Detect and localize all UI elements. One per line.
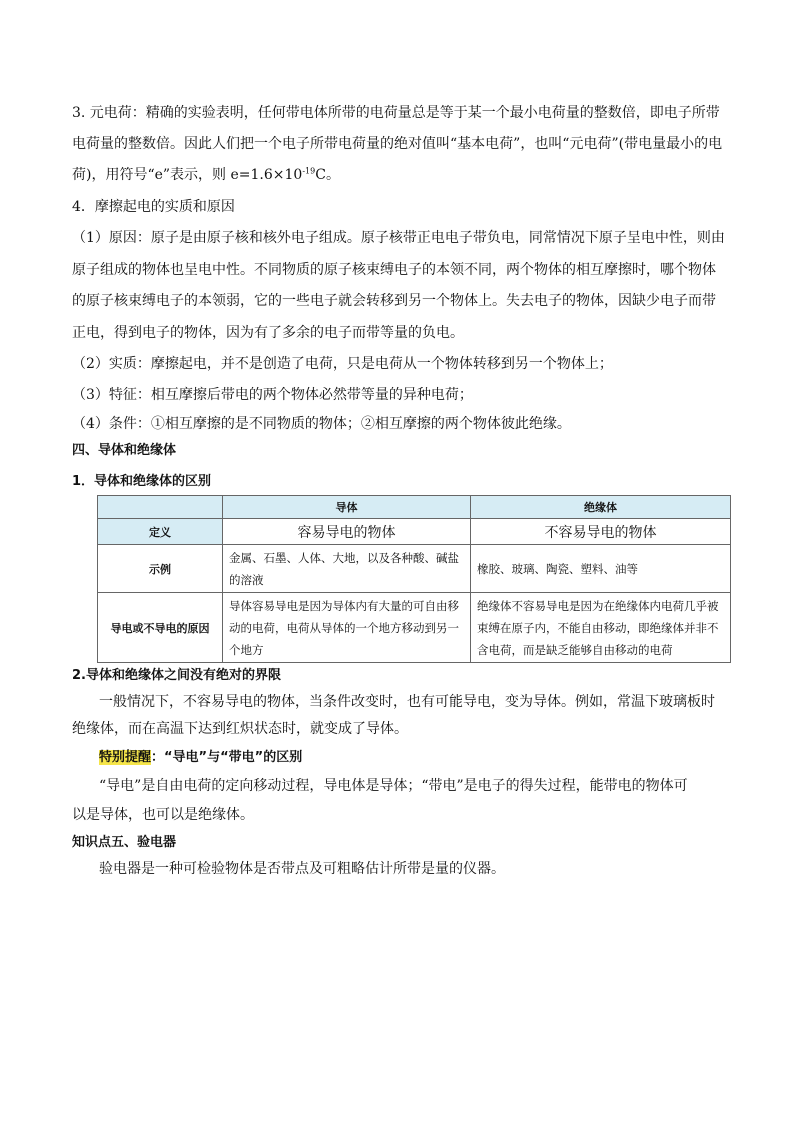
tip-heading xyxy=(99,749,302,767)
cell-insulator-definition: 不容易导电的物体 xyxy=(471,519,731,545)
table-header-insulator: 绝缘体 xyxy=(471,496,731,519)
cell-conductor-definition: 容易导电的物体 xyxy=(223,519,471,545)
row-label-reason: 导电或不导电的原因 xyxy=(98,593,223,663)
table-row xyxy=(98,519,731,545)
table-row xyxy=(98,545,731,593)
tip-label: 特别提醒 xyxy=(99,750,152,765)
cell-insulator-reason: 绝缘体不容易导电是因为在绝缘体内电荷几乎被束缚在原子内，不能自由移动，即绝缘体并非不含电荷，而是缺乏能够自由移动的电荷 xyxy=(471,593,731,663)
item4-p1-line4: 正电，得到电子的物体，因为有了多余的电子而带等量的负电。 xyxy=(72,325,464,341)
sub2-heading: 2.导体和绝缘体之间没有绝对的界限 xyxy=(72,668,281,683)
cell-conductor-reason: 导体容易导电是因为导体内有大量的可自由移动的电荷，电荷从导体的一个地方移动到另一个地方 xyxy=(223,593,471,663)
comparison-table xyxy=(97,495,731,663)
cell-conductor-examples: 金属、石墨、人体、大地，以及各种酸、碱盐的溶液 xyxy=(223,545,471,593)
table-row xyxy=(98,593,731,663)
item4-p1-line3: 的原子核束缚电子的本领弱，它的一些电子就会转移到另一个物体上。失去电子的物体，因缺少电子而带 xyxy=(72,293,716,309)
item4-p4: （4）条件：①相互摩擦的是不同物质的物体；②相互摩擦的两个物体彼此绝缘。 xyxy=(72,416,571,432)
sub1-heading: 1．导体和绝缘体的区别 xyxy=(72,474,212,489)
item3-line2: 电荷量的整数倍。因此人们把一个电子所带电荷量的绝对值叫“基本电荷”，也叫“元电荷”(带电量最小的电 xyxy=(72,136,723,152)
item4-p1-line1: （1）原因：原子是由原子核和核外电子组成。原子核带正电电子带负电，同常情况下原子呈电中性，则由 xyxy=(72,230,725,246)
section5-line1: 验电器是一种可检验物体是否带点及可粗略估计所带是量的仪器。 xyxy=(99,861,505,877)
section5-heading: 知识点五、验电器 xyxy=(72,835,177,850)
section4-heading: 四、导体和绝缘体 xyxy=(72,443,177,458)
item3-line3-text: 荷)，用符号“e”表示，则 e=1.6×10 xyxy=(72,167,303,183)
tip-title: ：“导电”与“带电”的区别 xyxy=(151,750,303,765)
item4-p3: （3）特征：相互摩擦后带电的两个物体必然带等量的异种电荷； xyxy=(72,387,473,403)
row-label-definition: 定义 xyxy=(98,519,223,545)
exponent: -19 xyxy=(302,166,316,176)
sub2-line2: 绝缘体，而在高温下达到红炽状态时，就变成了导体。 xyxy=(72,721,408,737)
item3-line3 xyxy=(72,166,340,184)
cell-insulator-examples: 橡胶、玻璃、陶瓷、塑料、油等 xyxy=(471,545,731,593)
item4-p1-line2: 原子组成的物体也呈电中性。不同物质的原子核束缚电子的本领不同，两个物体的相互摩擦时，哪个物体 xyxy=(72,262,716,278)
item3-line1: 3. 元电荷：精确的实验表明，任何带电体所带的电荷量总是等于某一个最小电荷量的整数倍，即电子所带 xyxy=(72,105,720,121)
tip-line2: 以是导体，也可以是绝缘体。 xyxy=(72,807,254,823)
table-header-row xyxy=(98,496,731,519)
item3-line3-unit: C。 xyxy=(315,167,340,183)
table-corner-cell xyxy=(98,496,223,519)
item4-p2: （2）实质：摩擦起电，并不是创造了电荷，只是电荷从一个物体转移到另一个物体上； xyxy=(72,356,613,372)
table-header-conductor: 导体 xyxy=(223,496,471,519)
row-label-examples: 示例 xyxy=(98,545,223,593)
item4-heading: 4．摩擦起电的实质和原因 xyxy=(72,199,235,215)
tip-line1: “导电”是自由电荷的定向移动过程，导电体是导体；“带电”是电子的得失过程，能带电的物体可 xyxy=(99,778,688,794)
sub2-line1: 一般情况下，不容易导电的物体，当条件改变时，也有可能导电，变为导体。例如，常温下玻璃板时 xyxy=(99,694,715,710)
